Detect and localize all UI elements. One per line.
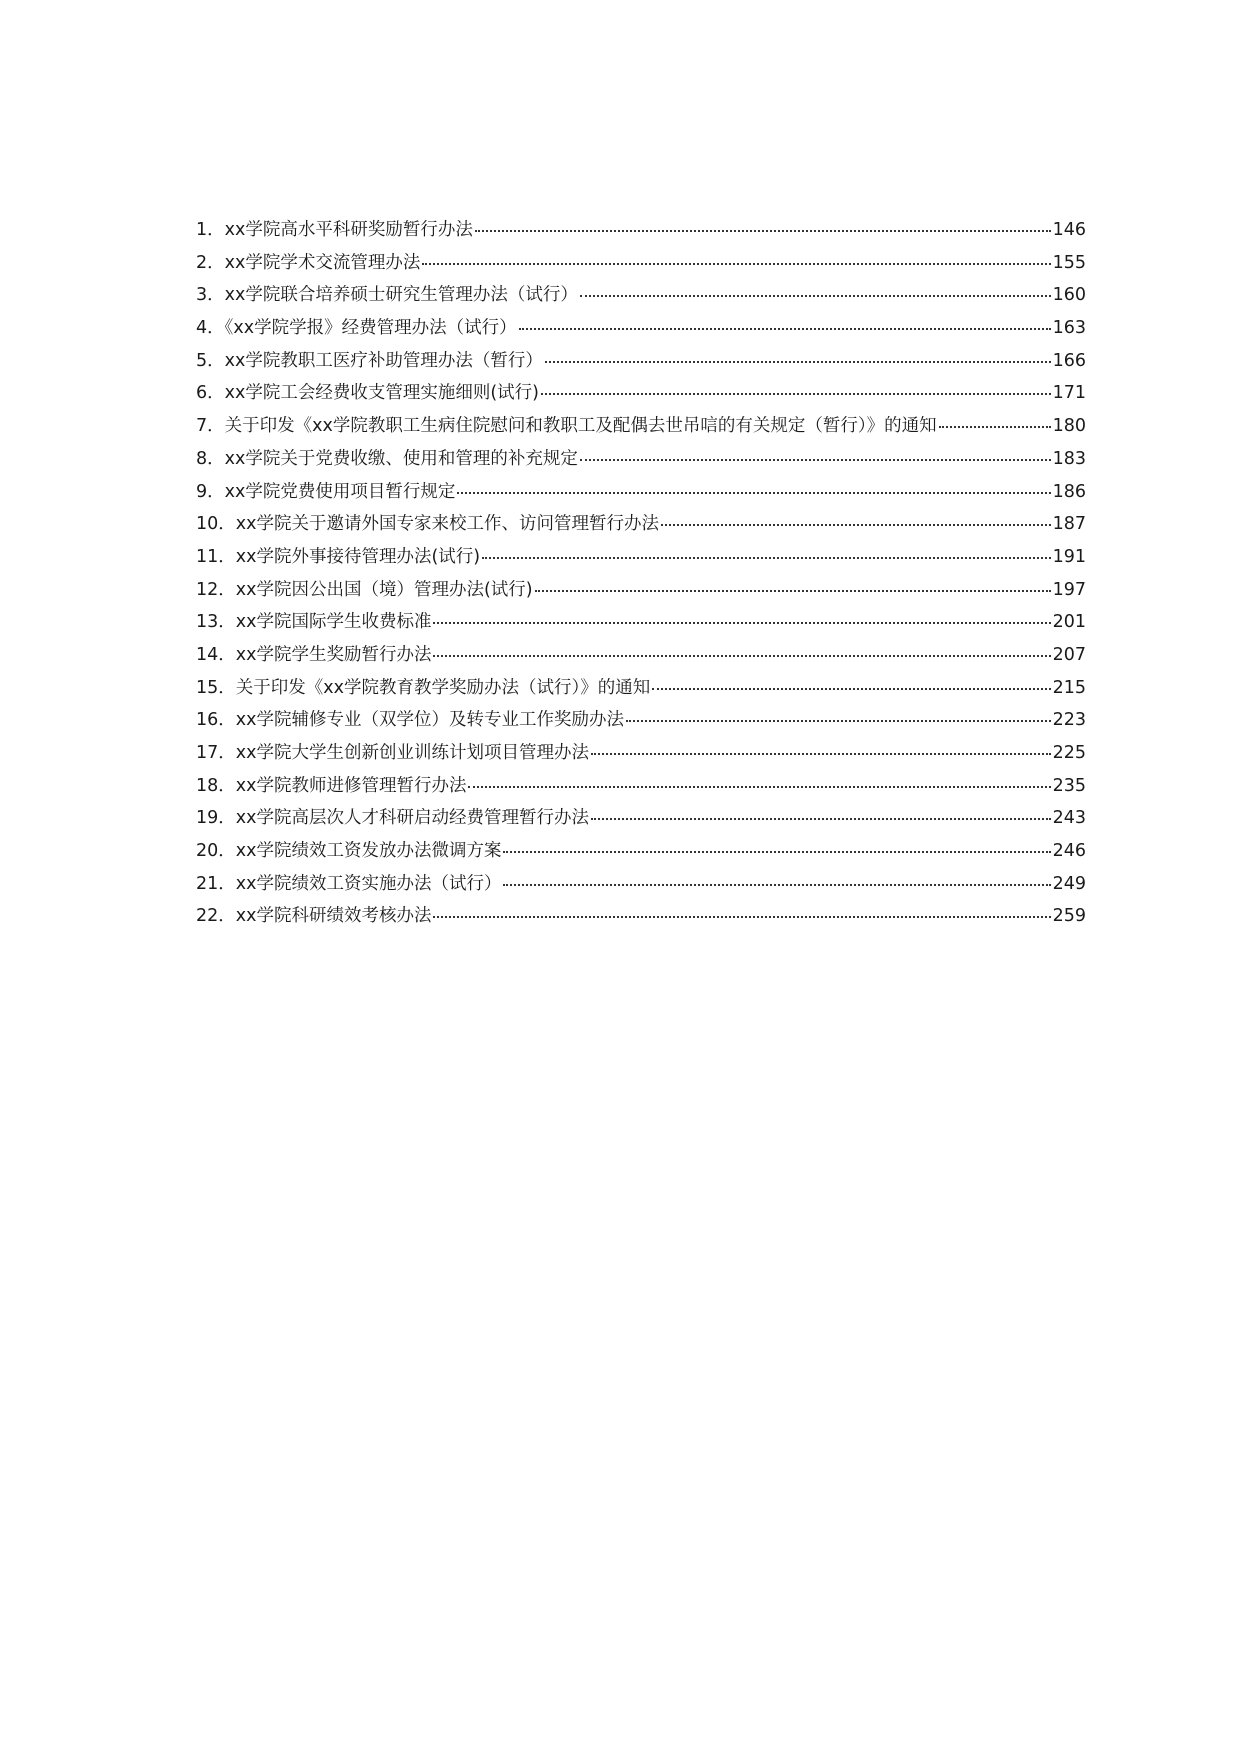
toc-entry-page-number[interactable]: 246 [1052,841,1086,862]
toc-entry[interactable] [196,410,1086,443]
toc-entry[interactable] [196,704,1086,737]
toc-dot-leader [591,816,1051,820]
toc-entry-page-number[interactable]: 201 [1052,612,1086,633]
toc-entry-title[interactable]: 1．xx学院高水平科研奖励暂行办法 [196,220,473,240]
toc-entry-page-number[interactable]: 243 [1052,808,1086,829]
toc-dot-leader [503,849,1050,853]
toc-entry-page-number[interactable]: 160 [1052,285,1086,306]
toc-entry-title[interactable]: 6．xx学院工会经费收支管理实施细则(试行) [196,383,540,404]
toc-dot-leader [652,686,1050,690]
toc-entry-title[interactable]: 7．关于印发《xx学院教职工生病住院慰问和教职工及配偶去世吊唁的有关规定（暂行）》的通知 [196,416,937,437]
toc-dot-leader [433,914,1050,918]
toc-entry-title[interactable]: 15．关于印发《xx学院教育教学奖励办法（试行）》的通知 [196,677,651,698]
toc-entry[interactable] [196,279,1086,312]
toc-entry-page-number[interactable]: 166 [1052,350,1086,371]
toc-dot-leader [939,424,1051,428]
toc-dot-leader [519,326,1051,330]
toc-dot-leader [468,784,1050,788]
toc-entry-title[interactable]: 18．xx学院教师进修管理暂行办法 [196,775,467,796]
toc-dot-leader [457,490,1050,494]
toc-dot-leader [433,653,1050,657]
toc-entry-page-number[interactable]: 163 [1052,318,1086,339]
toc-entry[interactable] [196,214,1086,247]
toc-entry-page-number[interactable]: 225 [1052,743,1086,763]
toc-dot-leader [541,391,1051,395]
toc-entry-title[interactable]: 20．xx学院绩效工资发放办法微调方案 [196,841,502,862]
toc-entry-title[interactable]: 3．xx学院联合培养硕士研究生管理办法（试行） [196,285,578,306]
toc-entry[interactable] [196,835,1086,868]
toc-entry-page-number[interactable]: 180 [1052,416,1086,437]
toc-entry[interactable] [196,737,1086,770]
toc-entry[interactable] [196,476,1086,509]
toc-entry[interactable] [196,770,1086,803]
toc-entry-page-number[interactable]: 235 [1052,775,1086,796]
toc-entry-page-number[interactable]: 197 [1052,579,1086,600]
toc-entry-title[interactable]: 12．xx学院因公出国（境）管理办法(试行) [196,579,533,600]
toc-entry-title[interactable]: 22．xx学院科研绩效考核办法 [196,906,432,927]
toc-entry[interactable] [196,672,1086,705]
toc-dot-leader [661,522,1051,526]
toc-entry-page-number[interactable]: 186 [1052,481,1086,502]
toc-entry-title[interactable]: 5．xx学院教职工医疗补助管理办法（暂行） [196,350,543,371]
toc-dot-leader [580,457,1051,461]
toc-dot-leader [433,620,1050,624]
toc-dot-leader [626,718,1051,722]
toc-entry[interactable] [196,443,1086,476]
table-of-contents [196,214,1086,933]
toc-entry-page-number[interactable]: 146 [1052,220,1086,240]
toc-entry-title[interactable]: 11．xx学院外事接待管理办法(试行) [196,546,481,567]
toc-entry-title[interactable]: 17．xx学院大学生创新创业训练计划项目管理办法 [196,743,589,763]
toc-entry[interactable] [196,900,1086,933]
toc-dot-leader [545,359,1051,363]
toc-entry[interactable] [196,868,1086,901]
toc-entry-page-number[interactable]: 207 [1052,644,1086,665]
toc-entry-title[interactable]: 9．xx学院党费使用项目暂行规定 [196,481,456,502]
toc-entry-title[interactable]: 16．xx学院辅修专业（双学位）及转专业工作奖励办法 [196,710,624,731]
toc-dot-leader [503,882,1050,886]
toc-entry-title[interactable]: 10．xx学院关于邀请外国专家来校工作、访问管理暂行办法 [196,514,659,535]
toc-entry[interactable] [196,345,1086,378]
toc-entry-page-number[interactable]: 259 [1052,906,1086,927]
toc-dot-leader [422,261,1050,265]
toc-entry-title[interactable]: 13．xx学院国际学生收费标准 [196,612,432,633]
toc-dot-leader [591,751,1051,755]
toc-entry-page-number[interactable]: 155 [1052,252,1086,273]
toc-entry-page-number[interactable]: 171 [1052,383,1086,404]
toc-entry[interactable] [196,508,1086,541]
toc-entry-page-number[interactable]: 215 [1052,677,1086,698]
toc-dot-leader [482,555,1050,559]
toc-dot-leader [475,228,1051,232]
toc-entry[interactable] [196,574,1086,607]
toc-dot-leader [580,293,1051,297]
toc-entry-title[interactable]: 4．《xx学院学报》经费管理办法（试行） [196,318,517,339]
toc-entry-page-number[interactable]: 183 [1052,448,1086,469]
toc-entry-title[interactable]: 19．xx学院高层次人才科研启动经费管理暂行办法 [196,808,589,829]
toc-entry[interactable] [196,377,1086,410]
toc-entry-page-number[interactable]: 187 [1052,514,1086,535]
toc-entry-page-number[interactable]: 223 [1052,710,1086,731]
toc-entry-title[interactable]: 8．xx学院关于党费收缴、使用和管理的补充规定 [196,448,578,469]
toc-entry[interactable] [196,802,1086,835]
toc-entry-page-number[interactable]: 191 [1052,546,1086,567]
toc-entry[interactable] [196,606,1086,639]
toc-entry-title[interactable]: 2．xx学院学术交流管理办法 [196,252,421,273]
toc-entry-page-number[interactable]: 249 [1052,873,1086,894]
toc-entry[interactable] [196,312,1086,345]
toc-entry[interactable] [196,247,1086,280]
toc-entry[interactable] [196,541,1086,574]
toc-entry-title[interactable]: 14．xx学院学生奖励暂行办法 [196,644,432,665]
toc-entry[interactable] [196,639,1086,672]
toc-dot-leader [535,588,1051,592]
toc-entry-title[interactable]: 21．xx学院绩效工资实施办法（试行） [196,873,502,894]
